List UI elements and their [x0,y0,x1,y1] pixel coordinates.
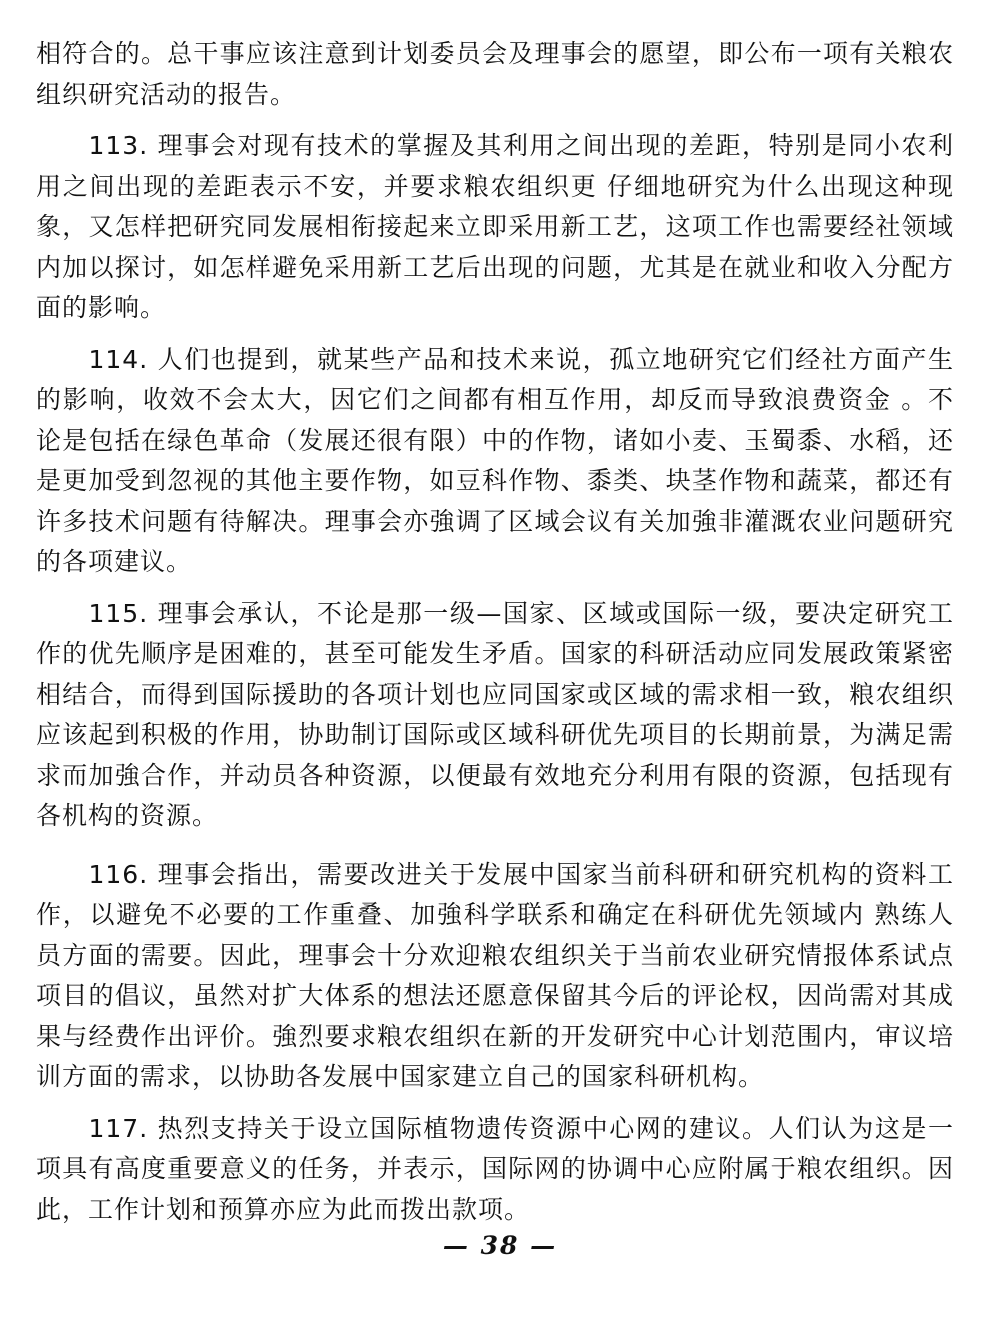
paragraph-continuation: 相符合的。总干事应该注意到计划委员会及理事会的愿望，即公布一项有关粮农组织研究活动的报告。 [36,39,954,109]
page-number: — 38 — [442,1231,558,1260]
document-page [36,34,954,1230]
paragraph-115: 115. 理事会承认，不论是那一级—国家、区域或国际一级，要决定研究工作的优先顺序是困难的，甚至可能发生矛盾。国家的科研活动应同发展政策紧密相结合，而得到国际援助的各项计划也应同国家或区域的需求相一致，粮农组织应该起到积极的作用，协助制订国际或区域科研优先项目的长期前景，为满足需求而加強合作，并动员各种资源，以便最有效地充分利用有限的资源，包括现有各机构的资源。 [36,598,954,830]
paragraph-116: 116. 理事会指出，需要改进关于发展中国家当前科研和研究机构的资料工作，以避免不必要的工作重叠、加強科学联系和确定在科研优先领域内 熟练人员方面的需要。因此，理事会十分欢迎粮农组织关于当前农业研究情报体系试点项目的倡议，虽然对扩大体系的想法还愿意保留其今后的评论权，因尚需对其成果与经费作出评价。強烈要求粮农组织在新的开发研究中心计划范围内，审议培训方面的需求，以协助各发展中国家建立自己的国家科研机构。 [36,859,954,1091]
paragraph-117: 117. 热烈支持关于设立国际植物遗传资源中心网的建议。人们认为这是一项具有高度重要意义的任务，并表示，国际网的协调中心应附属于粮农组织。因此，工作计划和预算亦应为此而拨出款项。 [36,1113,954,1224]
paragraph-114: 114. 人们也提到，就某些产品和技术来说，孤立地研究它们经社方面产生的影响，收效不会太大，因它们之间都有相互作用，却反而导致浪费资金 。不论是包括在绿色革命（发展还很有限）中的作物，诸如小麦、玉蜀黍、水稻，还是更加受到忽视的其他主要作物，如豆科作物、黍类、块茎作物和蔬菜，都还有许多技术问题有待解决。理事会亦強调了区域会议有关加強非灌溉农业问题研究的各项建议。 [36,344,954,576]
paragraph-113: 113. 理事会对现有技术的掌握及其利用之间出现的差距，特别是同小农利用之间出现的差距表示不安，并要求粮农组织更 仔细地研究为什么出现这种现象，又怎样把研究同发展相衔接起来立即采用新工艺，这项工作也需要经社领域内加以探讨，如怎样避免采用新工艺后出现的问题，尤其是在就业和收入分配方面的影响。 [36,131,954,322]
